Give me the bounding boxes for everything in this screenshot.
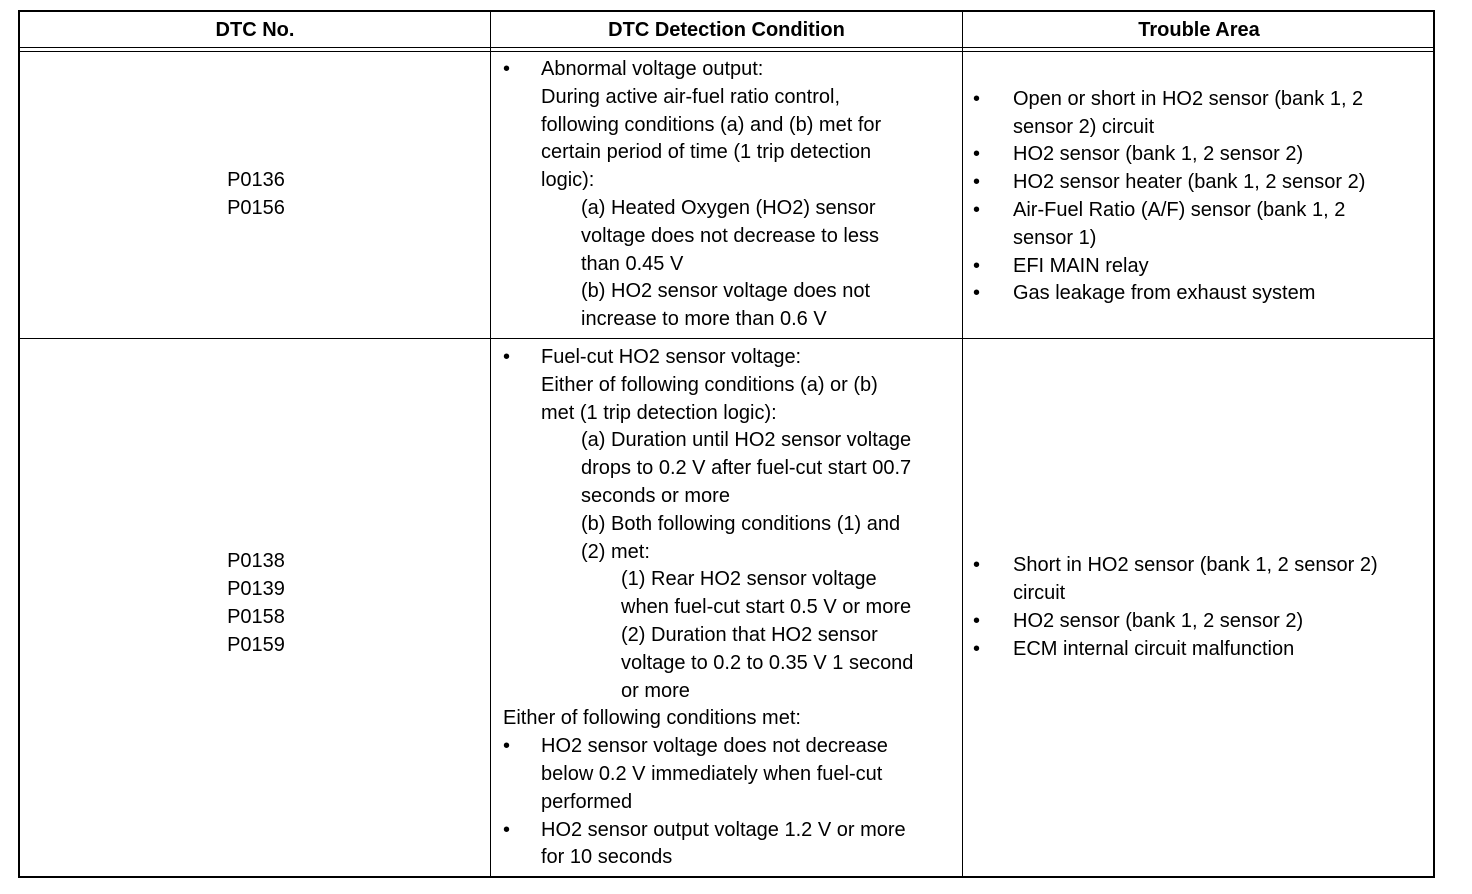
header-dtc-no: DTC No. <box>215 18 295 41</box>
condition-line: Either of following conditions (a) or (b) <box>541 373 878 396</box>
header-detection-condition: DTC Detection Condition <box>608 18 845 41</box>
bullet-icon: • <box>973 282 981 305</box>
condition-sub-b2: voltage to 0.2 to 0.35 V 1 second <box>621 651 914 674</box>
row1-trouble-area <box>963 52 1435 338</box>
bullet-icon: • <box>973 87 981 110</box>
bullet-icon: • <box>973 610 981 632</box>
bullet-icon: • <box>503 58 511 80</box>
condition-sub-b: (2) met: <box>581 540 650 563</box>
trouble-item: • Short in HO2 sensor (bank 1, 2 sensor 2) <box>963 552 1435 580</box>
trouble-item: • Gas leakage from exhaust system <box>963 280 1435 308</box>
condition-line: following conditions (a) and (b) met for <box>541 113 882 136</box>
bullet-icon: • <box>973 171 981 194</box>
trouble-item: • ECM internal circuit malfunction <box>963 636 1435 664</box>
column-divider <box>490 12 491 876</box>
condition-either-line: Either of following conditions met: <box>503 707 801 730</box>
trouble-item: • HO2 sensor (bank 1, 2 sensor 2) <box>963 608 1435 636</box>
dtc-table <box>18 10 1435 878</box>
condition-bullet <box>503 56 958 84</box>
bullet-icon: • <box>503 346 511 368</box>
condition-sub-b2: (2) Duration that HO2 sensor <box>621 623 878 646</box>
condition-sub-b: (b) HO2 sensor voltage does not <box>581 280 871 303</box>
row1-dtc-codes <box>20 52 490 338</box>
condition-bullet: • HO2 sensor voltage does not decrease <box>503 733 958 761</box>
trouble-item-cont: sensor 2) circuit <box>1013 115 1155 138</box>
bullet-icon: • <box>503 818 511 841</box>
row2-dtc-codes <box>20 340 490 878</box>
condition-sub-b: increase to more than 0.6 V <box>581 308 827 331</box>
condition-title: Fuel-cut HO2 sensor voltage: <box>541 346 802 368</box>
bullet-icon: • <box>973 143 981 166</box>
trouble-item: • Open or short in HO2 sensor (bank 1, 2 <box>963 86 1435 114</box>
trouble-item-cont: sensor 1) <box>1013 226 1097 249</box>
condition-sub-a: than 0.45 V <box>581 252 684 275</box>
condition-sub-a: drops to 0.2 V after fuel-cut start 00.7 <box>581 457 912 480</box>
condition-sub-a: (a) Heated Oxygen (HO2) sensor <box>581 196 876 219</box>
condition-line: certain period of time (1 trip detection <box>541 141 872 164</box>
dtc-code: P0139 <box>227 578 285 601</box>
trouble-item: • HO2 sensor (bank 1, 2 sensor 2) <box>963 141 1435 169</box>
bullet-icon: • <box>973 554 981 577</box>
condition-sub-b1: when fuel-cut start 0.5 V or more <box>621 596 912 619</box>
condition-sub-a: seconds or more <box>581 484 730 507</box>
condition-sub-a: (a) Duration until HO2 sensor voltage <box>581 429 912 452</box>
condition-line: logic): <box>541 169 595 192</box>
dtc-code: P0156 <box>227 197 285 219</box>
condition-line: During active air-fuel ratio control, <box>541 85 841 108</box>
row2-detection-condition <box>503 344 958 872</box>
row2-trouble-area <box>963 340 1435 878</box>
condition-sub-b: (b) Both following conditions (1) and <box>581 512 901 535</box>
dtc-code: P0136 <box>227 169 285 192</box>
trouble-item-cont: circuit <box>1013 582 1066 605</box>
condition-title: Abnormal voltage output: <box>541 58 764 80</box>
dtc-code: P0138 <box>227 550 285 573</box>
condition-bullet <box>503 344 958 372</box>
dtc-code: P0158 <box>227 606 285 628</box>
trouble-item: • HO2 sensor heater (bank 1, 2 sensor 2) <box>963 169 1435 197</box>
dtc-code: P0159 <box>227 633 285 656</box>
row-divider <box>20 338 1433 339</box>
condition-sub-b1: (1) Rear HO2 sensor voltage <box>621 568 877 591</box>
bullet-icon: • <box>503 735 511 758</box>
bullet-icon: • <box>973 199 981 221</box>
condition-sub-b2: or more <box>621 679 690 702</box>
condition-line: met (1 trip detection logic): <box>541 401 777 424</box>
condition-bullet: • HO2 sensor output voltage 1.2 V or more <box>503 817 958 845</box>
trouble-item: • Air-Fuel Ratio (A/F) sensor (bank 1, 2 <box>963 197 1435 225</box>
bullet-icon: • <box>973 254 981 277</box>
trouble-item: • EFI MAIN relay <box>963 253 1435 281</box>
condition-line: for 10 seconds <box>541 846 673 869</box>
header-trouble-area: Trouble Area <box>1138 18 1260 41</box>
bullet-icon: • <box>973 637 981 660</box>
condition-sub-a: voltage does not decrease to less <box>581 224 879 247</box>
row1-detection-condition <box>503 56 958 334</box>
condition-line: performed <box>541 790 633 813</box>
condition-line: below 0.2 V immediately when fuel-cut <box>541 762 883 785</box>
